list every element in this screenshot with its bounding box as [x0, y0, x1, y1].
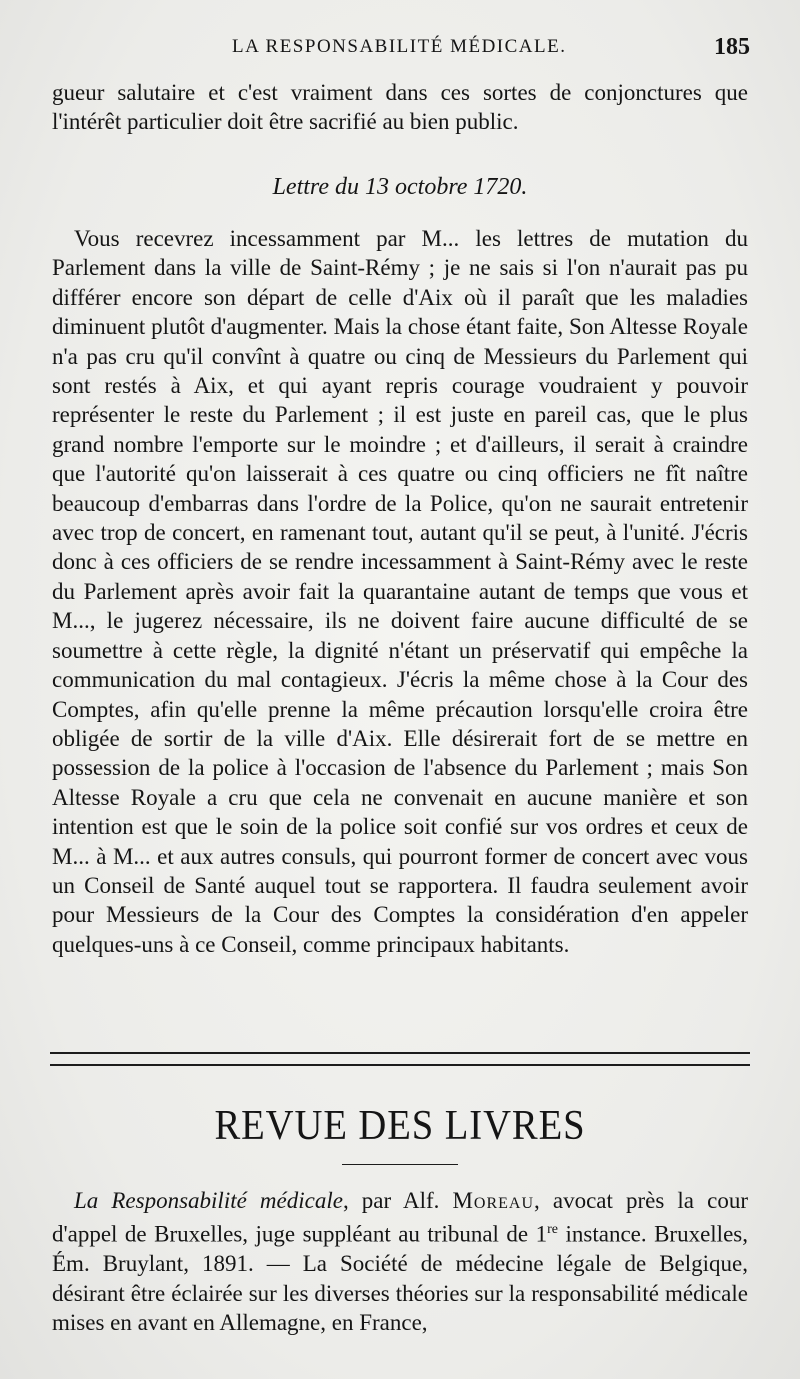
running-head-title: LA RESPONSABILITÉ MÉDICALE. — [232, 36, 567, 57]
continued-paragraph-text: gueur salutaire et c'est vraiment dans ces sortes de conjonctures que l'intérêt particulier doit être sacrifié au bien public. — [52, 80, 748, 135]
review-ordinal-suffix: re — [547, 1222, 559, 1238]
letter-body — [52, 224, 748, 959]
review-paragraph — [52, 1186, 748, 1338]
continued-paragraph — [52, 78, 748, 137]
letter-paragraph: Vous recevrez incessamment par M... les lettres de mutation du Parlement dans la ville de Saint-Rémy ; je ne sais si l'on n'aurait pas pu différer encore son départ de celle d'Aix où il paraît que les maladies diminuent plutôt d'augmenter. Mais la chose étant faite, Son Altesse Royale n'a pas cru qu'il convînt à quatre ou cinq de Messieurs du Parlement qui sont restés à Aix, et qui ayant repris courage voudraient y pouvoir représenter le reste du Parlement ; il est juste en pareil cas, que le plus grand nombre l'emporte sur le moindre ; et d'ailleurs, il serait à craindre que l'autorité qu'on laisserait à ces quatre ou cinq officiers ne fît naître beaucoup d'embarras dans l'ordre de la Police, qu'on ne saurait entretenir avec trop de concert, en ramenant tout, autant qu'il se peut, à l'unité. J'écris donc à ces officiers de se rendre incessamment à Saint-Rémy avec le reste du Parlement après avoir fait la quarantaine autant de temps que vous et M..., le jugerez nécessaire, ils ne doivent faire aucune difficulté de se soumettre à cette règle, la dignité n'étant un préservatif qui empêche la communication du mal contagieux. J'écris la même chose à la Cour des Comptes, afin qu'elle prenne la même précaution lorsqu'elle croira être obligée de sortir de la ville d'Aix. Elle désirerait fort de se mettre en possession de la police à l'occasion de l'absence du Parlement ; mais Son Altesse Royale a cru que cela ne convenait en aucune manière et son intention est que le soin de la police soit confié sur vos ordres et ceux de M... à M... et aux autres consuls, qui pourront former de concert avec vous un Conseil de Santé auquel tout se rapportera. Il faudra seulement avoir pour Messieurs de la Cour des Comptes la considération d'en appeler quelques-uns à ce Conseil, comme principaux habitants. — [52, 226, 748, 957]
page-number: 185 — [714, 34, 750, 60]
section-title: REVUE DES LIVRES — [214, 1103, 586, 1149]
review-text-after-author: , avocat près la cour d'appel de Bruxelles, juge suppléant au tribunal de — [52, 1188, 748, 1248]
running-head — [0, 34, 800, 60]
letter-heading: Lettre du 13 octobre 1720. — [272, 174, 528, 200]
review-author-surname: Moreau — [452, 1188, 535, 1213]
review-book-title: La Responsabilité médicale — [74, 1188, 343, 1213]
book-review — [52, 1186, 748, 1338]
review-text-rest: instance. Bruxelles, Ém. Bruylant, 1891. — La Société de médecine légale de Belgique, désirant être éclairée sur les diverses théories sur la responsabilité médicale mises en avant en Allemagne, en France, — [52, 1222, 748, 1336]
double-rule-divider — [50, 1052, 750, 1066]
review-ordinal: 1 — [535, 1222, 548, 1248]
review-author-prefix: , par Alf. — [342, 1188, 453, 1213]
title-underline-rule — [342, 1164, 458, 1165]
